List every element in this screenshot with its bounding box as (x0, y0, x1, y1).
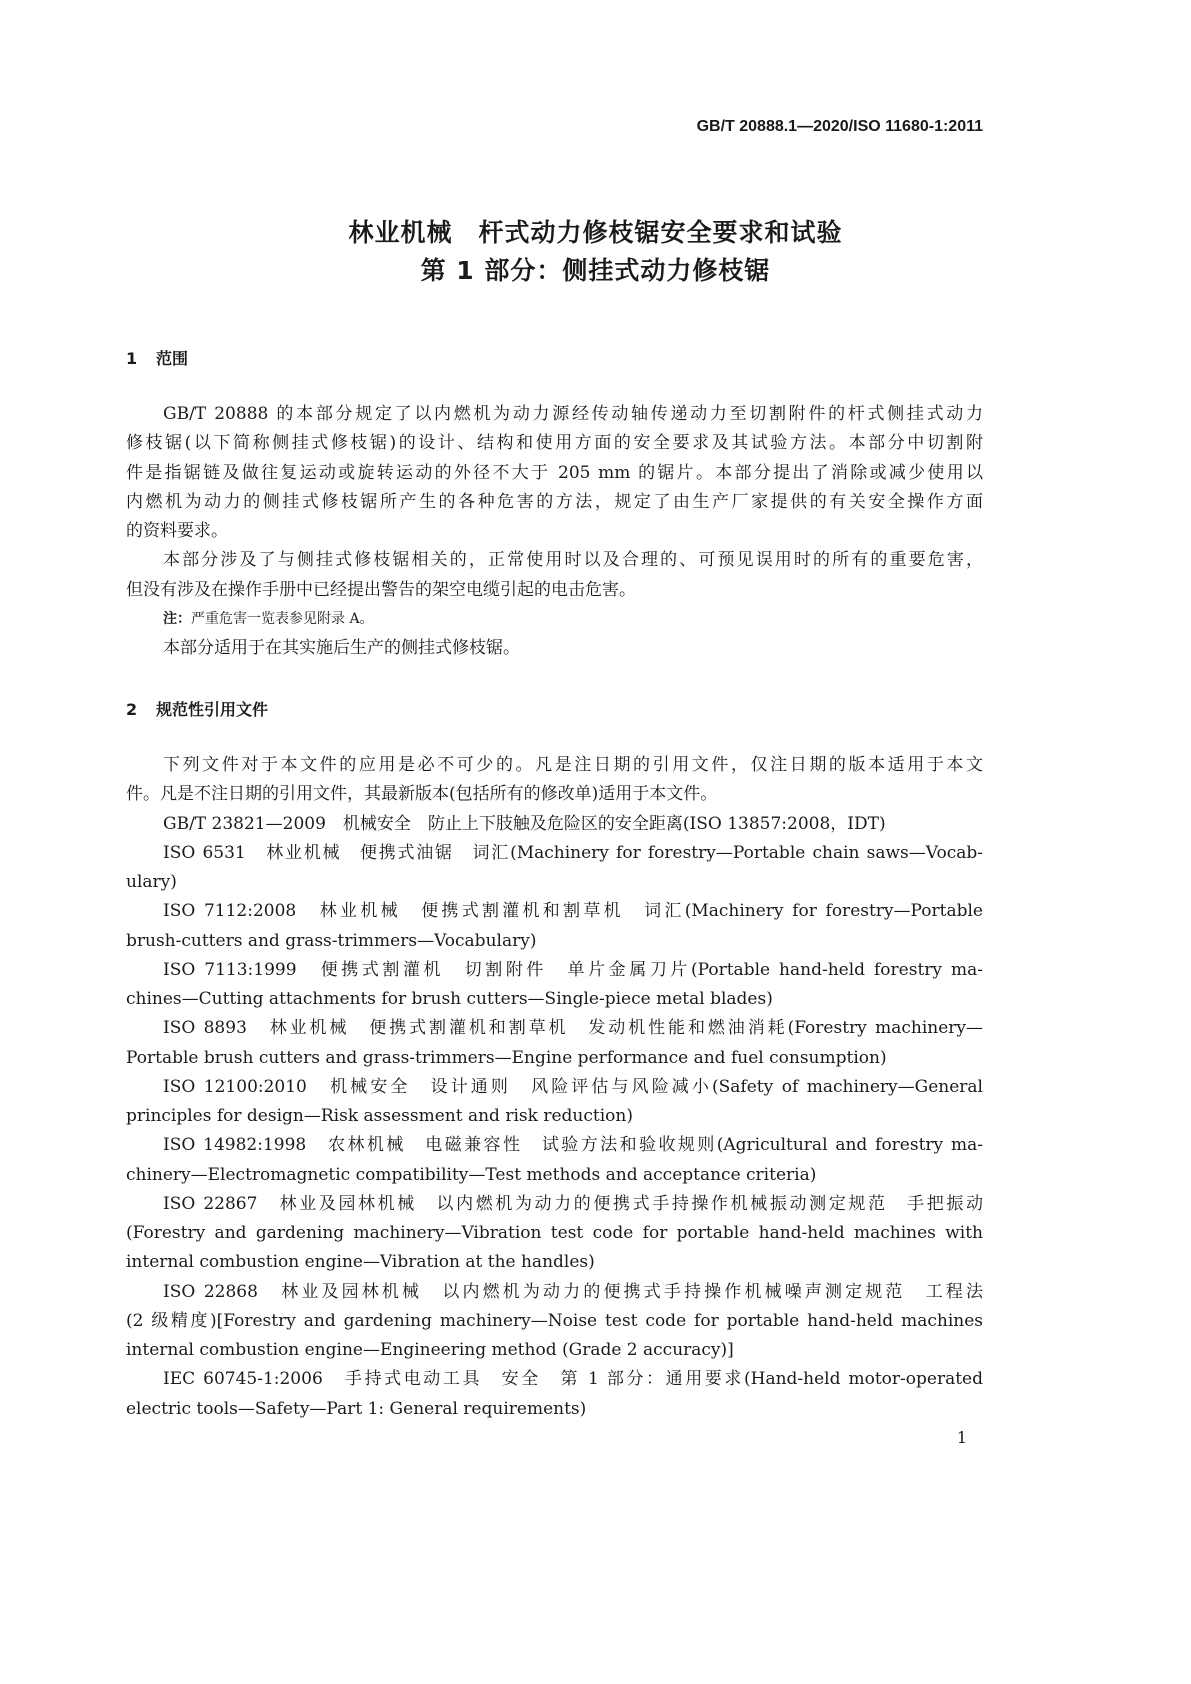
section-title: 范围 (156, 349, 189, 368)
paragraph (126, 956, 983, 1015)
section-number: 1 (126, 349, 138, 368)
text-line: ISO 6531 林业机械 便携式油锯 词汇(Machinery for forestry—Portable chain saws—Vocab- (163, 842, 983, 863)
section-title: 规范性引用文件 (156, 700, 269, 719)
text-line: 本部分适用于在其实施后生产的侧挂式修枝锯。 (163, 638, 520, 658)
page-number: 1 (956, 1428, 967, 1447)
text-line: internal combustion engine—Vibration at the handles) (126, 1252, 595, 1273)
note (126, 605, 983, 634)
paragraph (126, 1073, 983, 1132)
text-line: ISO 8893 林业机械 便携式割灌机和割草机 发动机性能和燃油消耗(Forestry machinery— (163, 1018, 983, 1039)
text-line: brush-cutters and grass-trimmers—Vocabulary) (126, 930, 537, 951)
paragraph (126, 1190, 983, 1278)
section-2-body (126, 751, 983, 1424)
text-line: ISO 22867 林业及园林机械 以内燃机为动力的便携式手持操作机械振动测定规范 手把振动 (163, 1193, 983, 1214)
title-line-2: 第 1 部分：侧挂式动力修枝锯 (420, 256, 771, 285)
paragraph (126, 751, 983, 810)
text-line: 的资料要求。 (126, 521, 228, 541)
text-line: (2 级精度)[Forestry and gardening machinery—Noise test code for portable hand-held machines (126, 1310, 983, 1331)
paragraph (126, 1014, 983, 1073)
text-line: 但没有涉及在操作手册中已经提出警告的架空电缆引起的电击危害。 (126, 579, 636, 600)
text-line: ISO 12100:2010 机械安全 设计通则 风险评估与风险减小(Safety of machinery—General (163, 1076, 983, 1097)
text-line: 件。凡是不注日期的引用文件，其最新版本(包括所有的修改单)适用于本文件。 (126, 784, 718, 805)
text-line: GB/T 23821—2009 机械安全 防止上下肢触及危险区的安全距离(ISO 13857:2008，IDT) (163, 813, 886, 834)
paragraph (126, 400, 983, 546)
paragraph (126, 1131, 983, 1190)
text-line: electric tools—Safety—Part 1: General requirements) (126, 1398, 587, 1419)
paragraph (126, 546, 983, 605)
text-line: IEC 60745-1:2006 手持式电动工具 安全 第 1 部分：通用要求(Hand-held motor-operated (163, 1369, 983, 1390)
text-line: GB/T 20888 的本部分规定了以内燃机为动力源经传动轴传递动力至切割附件的杆式侧挂式动力 (163, 404, 983, 424)
text-line: ISO 7113:1999 便携式割灌机 切割附件 单片金属刀片(Portable hand-held forestry ma- (163, 959, 983, 980)
paragraph (126, 839, 983, 898)
section-2-heading (126, 697, 268, 720)
text-line: chines—Cutting attachments for brush cutters—Single-piece metal blades) (126, 989, 773, 1009)
text-line: ISO 14982:1998 农林机械 电磁兼容性 试验方法和验收规则(Agricultural and forestry ma- (163, 1135, 983, 1156)
paragraph (126, 1278, 983, 1366)
text-line: 修枝锯(以下简称侧挂式修枝锯)的设计、结构和使用方面的安全要求及其试验方法。本部分中切割附 (126, 433, 983, 454)
paragraph (126, 634, 983, 663)
text-line: ISO 22868 林业及园林机械 以内燃机为动力的便携式手持操作机械噪声测定规范 工程法 (163, 1281, 983, 1302)
document-code-header: GB/T 20888.1—2020/ISO 11680-1:2011 (696, 118, 983, 135)
title-line-1: 林业机械 杆式动力修枝锯安全要求和试验 (348, 218, 843, 247)
note-label: 注： (163, 610, 191, 627)
paragraph (126, 1365, 983, 1424)
text-line: ISO 7112:2008 林业机械 便携式割灌机和割草机 词汇(Machinery for forestry—Portable (163, 901, 983, 922)
paragraph (126, 810, 983, 839)
section-1-heading (126, 346, 188, 369)
section-number: 2 (126, 700, 138, 719)
text-line: principles for design—Risk assessment and risk reduction) (126, 1106, 633, 1126)
text-line: (Forestry and gardening machinery—Vibration test code for portable hand-held machines with (126, 1223, 983, 1243)
section-1-body (126, 400, 983, 663)
text-line: 内燃机为动力的侧挂式修枝锯所产生的各种危害的方法，规定了由生产厂家提供的有关安全操作方面 (126, 491, 983, 512)
text-line: internal combustion engine—Engineering method (Grade 2 accuracy)] (126, 1340, 734, 1360)
paragraph (126, 897, 983, 956)
text-line: chinery—Electromagnetic compatibility—Test methods and acceptance criteria) (126, 1164, 817, 1185)
text-line: 本部分涉及了与侧挂式修枝锯相关的，正常使用时以及合理的、可预见误用时的所有的重要危害， (163, 550, 983, 571)
text-line: 件是指锯链及做往复运动或旋转运动的外径不大于 205 mm 的锯片。本部分提出了消除或减少使用以 (126, 462, 983, 483)
text-line: Portable brush cutters and grass-trimmers—Engine performance and fuel consumption) (126, 1047, 887, 1068)
note-text: 严重危害一览表参见附录 A。 (191, 610, 374, 627)
text-line: ulary) (126, 872, 177, 892)
text-line: 下列文件对于本文件的应用是必不可少的。凡是注日期的引用文件，仅注日期的版本适用于本文 (163, 755, 983, 775)
